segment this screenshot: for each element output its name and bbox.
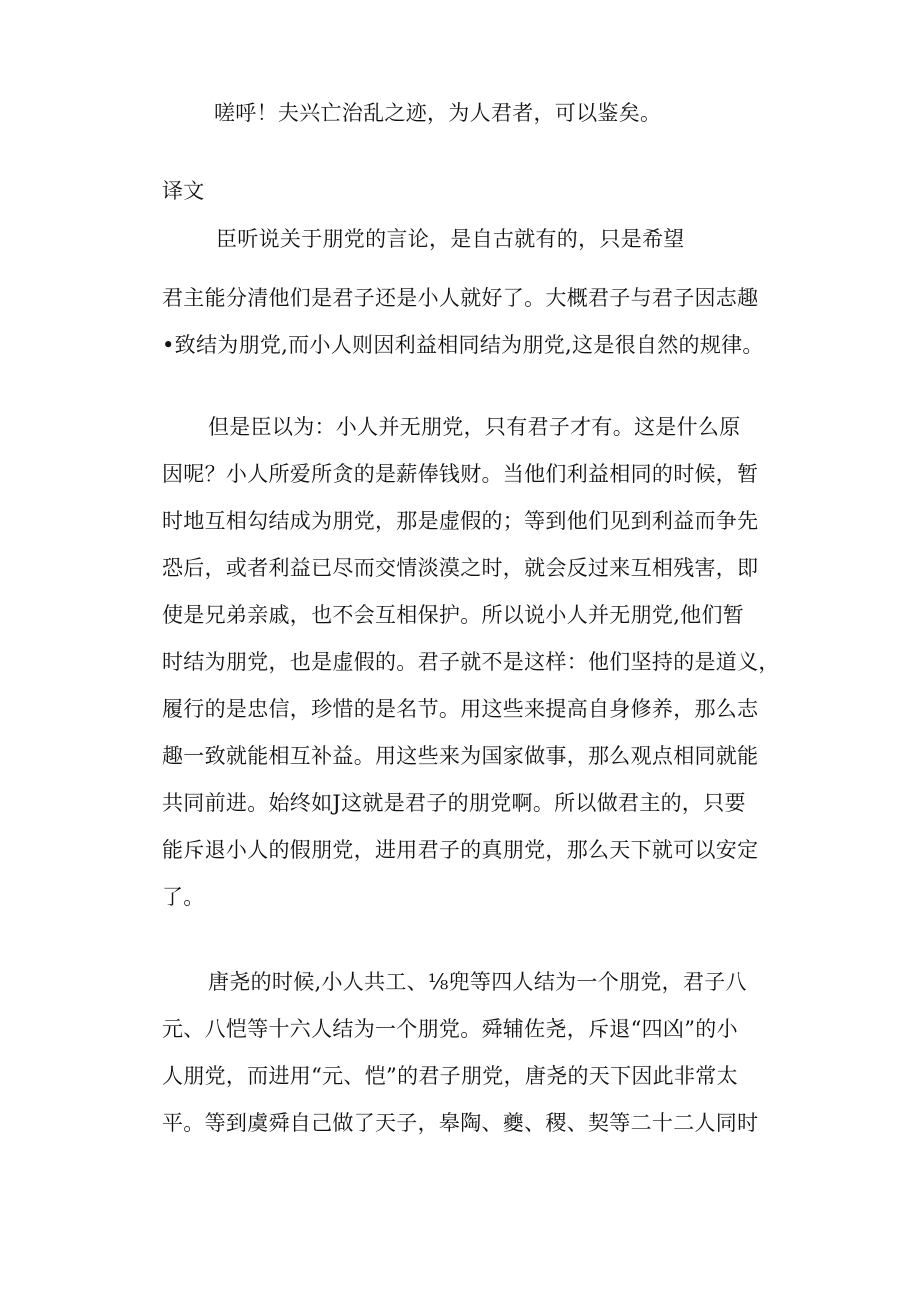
paragraph-2-line-2: 因呢？小人所爱所贪的是薪俸钱财。当他们利益相同的时候，暂 xyxy=(162,462,759,486)
paragraph-2-line-3: 时地互相勾结成为朋党，那是虚假的；等到他们见到利益而争先 xyxy=(162,509,759,533)
paragraph-3-line-4: 平。等到虞舜自己做了天子，皋陶、夔、稷、契等二十二人同时 xyxy=(162,1111,759,1135)
paragraph-3-line-2: 元、八恺等十六人结为一个朋党。舜辅佐尧，斥退“四凶”的小 xyxy=(162,1017,738,1041)
translation-heading: 译文 xyxy=(162,179,205,203)
paragraph-2-line-6: 时结为朋党，也是虚假的。君子就不是这样：他们坚持的是道义， xyxy=(162,650,780,674)
closing-sentence: 嗟呼！夫兴亡治乱之迹，为人君者，可以鉴矣。 xyxy=(214,101,662,125)
paragraph-2-line-10: 能斥退小人的假朋党，进用君子的真朋党，那么天下就可以安定 xyxy=(162,838,759,862)
paragraph-2-line-5: 使是兄弟亲戚，也不会互相保护。所以说小人并无朋党,他们暂 xyxy=(162,603,745,627)
paragraph-3-line-1: 唐尧的时候,小人共工、⅛兜等四人结为一个朋党，君子八 xyxy=(208,970,747,994)
paragraph-2-line-7: 履行的是忠信，珍惜的是名节。用这些来提高自身修养，那么志 xyxy=(162,697,759,721)
paragraph-3-line-3: 人朋党，而进用“元、恺”的君子朋党，唐尧的天下因此非常太 xyxy=(162,1064,738,1088)
paragraph-2-line-9: 共同前进。始终如J这就是君子的朋党啊。所以做君主的，只要 xyxy=(162,791,746,815)
paragraph-1-line-2: 君主能分清他们是君子还是小人就好了。大概君子与君子因志趣 xyxy=(162,286,759,310)
paragraph-2-line-4: 恐后，或者利益已尽而交情淡漠之时，就会反过来互相残害，即 xyxy=(162,556,759,580)
paragraph-1-line-1: 臣听说关于朋党的言论，是自古就有的，只是希望 xyxy=(216,227,685,251)
paragraph-2-line-11: 了。 xyxy=(162,885,205,909)
paragraph-2-line-1: 但是臣以为：小人并无朋党，只有君子才有。这是什么原 xyxy=(208,415,741,439)
paragraph-1-line-3: •致结为朋党,而小人则因利益相同结为朋党,这是很自然的规律。 xyxy=(162,333,764,357)
paragraph-2-line-8: 趣一致就能相互补益。用这些来为国家做事，那么观点相同就能 xyxy=(162,744,759,768)
